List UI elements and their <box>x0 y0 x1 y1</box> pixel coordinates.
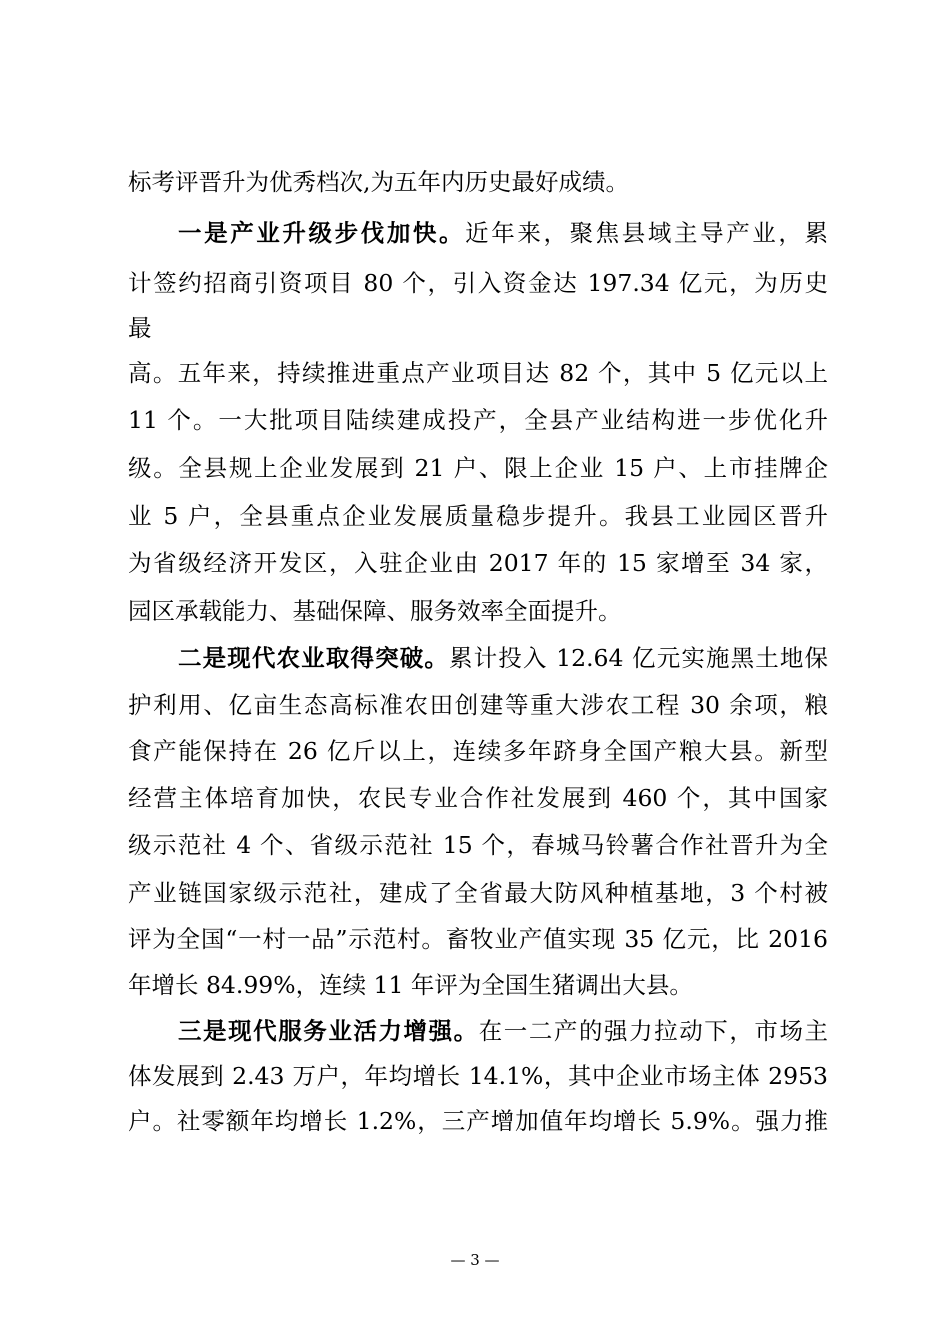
paragraph-line: 护利用、亿亩生态高标准农田创建等重大涉农工程 30 余项，粮 <box>128 691 828 719</box>
paragraph-line: 评为全国“一村一品”示范村。畜牧业产值实现 35 亿元，比 2016 <box>128 925 828 953</box>
paragraph-line: 园区承载能力、基础保障、服务效率全面提升。 <box>128 597 622 625</box>
paragraph-heading: 一是产业升级步伐加快。 <box>178 219 466 247</box>
paragraph-line: 体发展到 2.43 万户，年均增长 14.1%，其中企业市场主体 2953 <box>128 1062 828 1090</box>
paragraph-line: 经营主体培育加快，农民专业合作社发展到 460 个，其中国家 <box>128 784 828 812</box>
paragraph-first-line <box>178 1016 828 1046</box>
paragraph-line: 级。全县规上企业发展到 21 户、限上企业 15 户、上市挂牌企 <box>128 454 828 482</box>
paragraph-line: 为省级经济开发区，入驻企业由 2017 年的 15 家增至 34 家， <box>128 549 828 577</box>
paragraph-first-line <box>178 643 828 673</box>
paragraph-heading: 三是现代服务业活力增强。 <box>178 1017 479 1045</box>
paragraph-heading: 二是现代农业取得突破。 <box>178 644 450 672</box>
paragraph-text: 在一二产的强力拉动下，市场主 <box>478 1017 828 1045</box>
paragraph-line: 最 <box>128 314 152 342</box>
paragraph-line: 级示范社 4 个、省级示范社 15 个，春城马铃薯合作社晋升为全 <box>128 831 828 859</box>
paragraph-line: 计签约招商引资项目 80 个，引入资金达 197.34 亿元，为历史 <box>128 269 828 297</box>
paragraph-text: 近年来，聚焦县域主导产业，累 <box>465 219 828 247</box>
paragraph-line: 高。五年来，持续推进重点产业项目达 82 个，其中 5 亿元以上 <box>128 359 828 387</box>
paragraph-text: 累计投入 12.64 亿元实施黑土地保 <box>449 644 828 672</box>
paragraph-line: 标考评晋升为优秀档次,为五年内历史最好成绩。 <box>128 168 629 196</box>
paragraph-line: 年增长 84.99%，连续 11 年评为全国生猪调出大县。 <box>128 971 693 999</box>
paragraph-first-line <box>178 218 828 248</box>
paragraph-line: 11 个。一大批项目陆续建成投产，全县产业结构进一步优化升 <box>128 406 828 434</box>
paragraph-line: 食产能保持在 26 亿斤以上，连续多年跻身全国产粮大县。新型 <box>128 737 828 765</box>
paragraph-line: 户。社零额年均增长 1.2%，三产增加值年均增长 5.9%。强力推 <box>128 1107 828 1135</box>
paragraph-line: 产业链国家级示范社，建成了全省最大防风种植基地，3 个村被 <box>128 879 828 907</box>
paragraph-line: 业 5 户，全县重点企业发展质量稳步提升。我县工业园区晋升 <box>128 502 828 530</box>
page-number: — 3 — <box>450 1251 500 1269</box>
